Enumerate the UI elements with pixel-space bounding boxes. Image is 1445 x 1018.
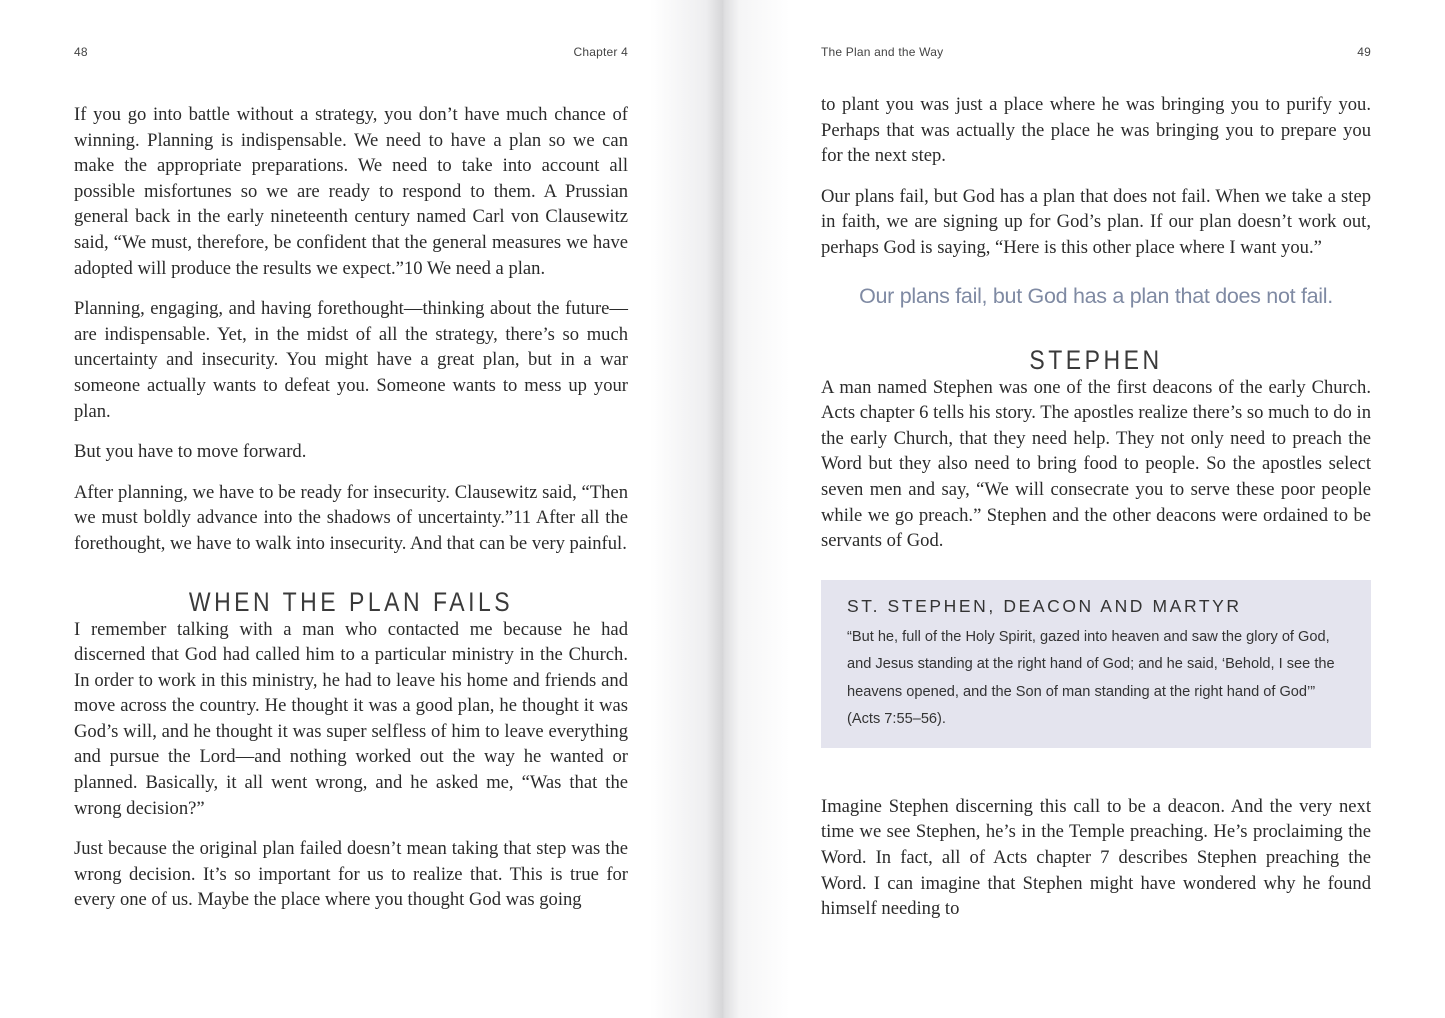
- left-paragraph-6: Just because the original plan failed doesn’t mean taking that step was the wrong decision. It’s so important for us to realize that. This is true for every one of us. Maybe the place where you thought God was going: [74, 838, 628, 911]
- left-page: [74, 0, 628, 1018]
- left-paragraph-1: If you go into battle without a strategy, you don’t have much chance of winning. Planning is indispensable. We need to have a plan so we can make the appropriate preparations. We need to take into account all possible misfortunes so we are ready to respond to them. A Prussian general back in the early nineteenth century named Carl von Clausewitz said, “We must, therefore, be confident that the general measures we have adopted will produce the results we expect.”10 We need a plan.: [74, 104, 628, 279]
- sidebar-box: [821, 580, 1371, 748]
- right-running-title: The Plan and the Way: [821, 45, 944, 59]
- right-paragraph-3: A man named Stephen was one of the first deacons of the early Church. Acts chapter 6 tells his story. The apostles realize there’s so much to do in the early Church, that they need help. They not only need to preach the Word but they also need to bring food to people. So the apostles select seven men and say, “We will consecrate you to serve these poor people while we go preach.” Stephen and the other deacons were ordained to be servants of God.: [821, 376, 1371, 552]
- pull-quote: Our plans fail, but God has a plan that does not fail.: [859, 283, 1333, 308]
- left-paragraph-2: Planning, engaging, and having forethought—thinking about the future—are indispensable. Yet, in the midst of all the strategy, there’s so much uncertainty and insecurity. You might have a great plan, but in a war someone actually wants to defeat you. Someone wants to mess up your plan.: [74, 298, 628, 422]
- sidebar-quote: “But he, full of the Holy Spirit, gazed into heaven and saw the glory of God, and Jesus standing at the right hand of God; and he said, ‘Behold, I see the heavens opened, and the Son of man standing at the right hand of God’” (Acts 7:55–56).: [847, 628, 1335, 728]
- left-page-number: 48: [74, 45, 88, 59]
- left-body-text: [74, 102, 628, 928]
- right-body-text: [821, 92, 1371, 937]
- book-gutter-shadow: [650, 0, 790, 1018]
- right-paragraph-4: Imagine Stephen discerning this call to be a deacon. And the very next time we see Stephen, he’s in the Temple preaching. He’s proclaiming the Word. In fact, all of Acts chapter 7 describes Stephen preaching the Word. I can imagine that Stephen might have wondered why he found himself needing to: [821, 795, 1371, 920]
- right-running-head: [821, 45, 1371, 65]
- left-running-head: [74, 45, 628, 65]
- left-paragraph-4: After planning, we have to be ready for insecurity. Clausewitz said, “Then we must boldly advance into the shadows of uncertainty.”11 After all the forethought, we have to walk into insecurity. And that can be very painful.: [74, 481, 628, 554]
- section-heading-stephen: STEPHEN: [1029, 344, 1163, 375]
- right-paragraph-1: to plant you was just a place where he was bringing you to purify you. Perhaps that was actually the place he was bringing you to prepare you for the next step.: [821, 94, 1371, 167]
- section-heading-plan-fails: WHEN THE PLAN FAILS: [188, 586, 514, 617]
- right-page: [821, 0, 1371, 1018]
- left-running-title: Chapter 4: [573, 45, 628, 59]
- left-paragraph-3: But you have to move forward.: [74, 441, 307, 463]
- right-page-number: 49: [1357, 45, 1371, 59]
- left-paragraph-5: I remember talking with a man who contacted me because he had discerned that God had called him to a particular ministry in the Church. In order to work in this ministry, he had to leave his home and friends and move across the country. He thought it was a good plan, he thought it was God’s will, and he thought it was super selfless of him to leave everything and pursue the Lord—and nothing worked out the way he wanted or planned. Basically, it all went wrong, and he asked me, “Was that the wrong decision?”: [74, 618, 628, 819]
- sidebar-title: ST. STEPHEN, DEACON AND MARTYR: [847, 595, 1242, 616]
- right-paragraph-2: Our plans fail, but God has a plan that does not fail. When we take a step in faith, we are signing up for God’s plan. If our plan doesn’t work out, perhaps God is saying, “Here is this other place where I want you.”: [821, 185, 1371, 258]
